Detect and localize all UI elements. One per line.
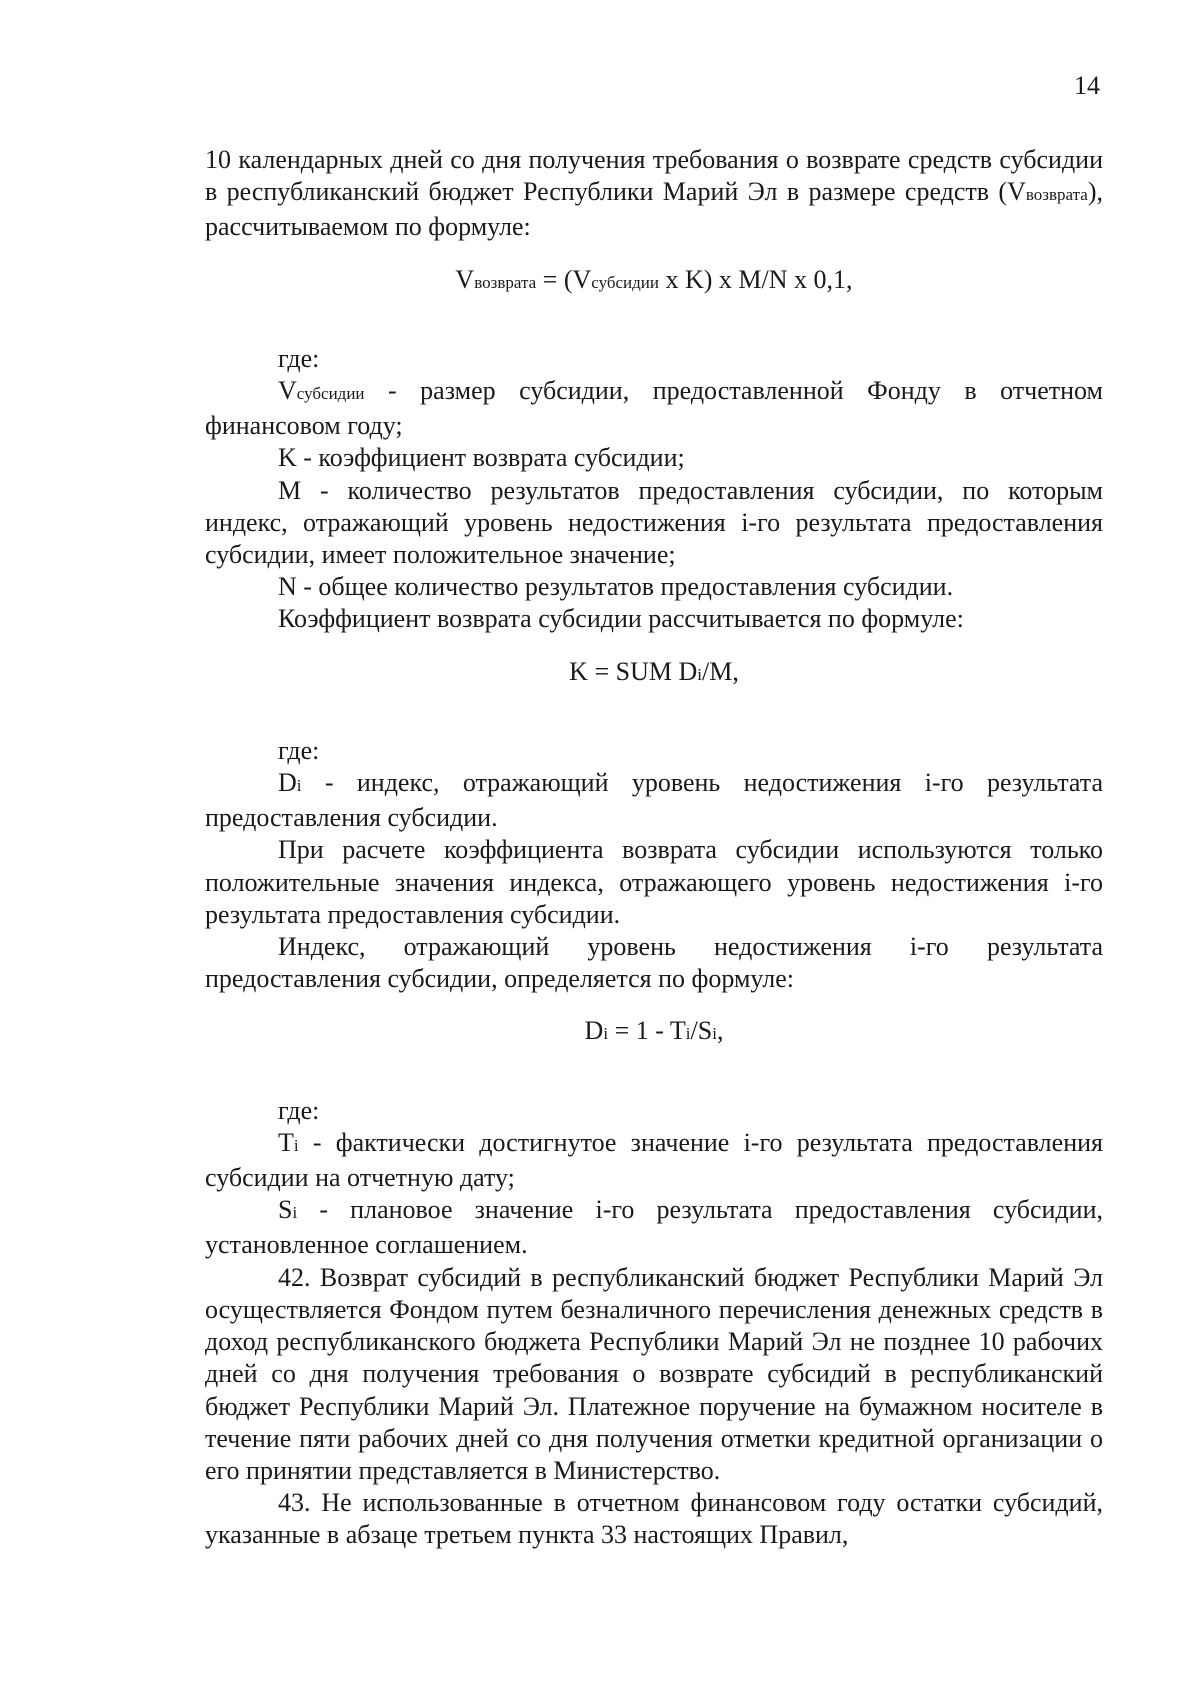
definition-m: M - количество результатов предоставления субсидии, по которым индекс, отражающий уровень недостижения i-го результата предоставления субсидии, имеет положительное значение;: [205, 475, 1103, 570]
subscript: субсидии: [296, 384, 365, 404]
page-number: 14: [1074, 71, 1100, 100]
subscript: субсидии: [591, 272, 659, 292]
paragraph-43: 43. Не использованные в отчетном финансовом году остатки субсидий, указанные в абзаце третьем пункта 33 настоящих Правил,: [205, 1488, 1103, 1550]
formula-coefficient: K = SUM Di/M,: [569, 656, 739, 686]
subscript: i: [292, 1203, 298, 1223]
where-label: где:: [278, 1095, 320, 1125]
definition-si: Si - плановое значение i-го результата предоставления субсидии, установленное соглашением.: [205, 1195, 1103, 1260]
coefficient-intro: Коэффициент возврата субсидии рассчитывается по формуле:: [278, 604, 964, 634]
paragraph-index: Индекс, отражающий уровень недостижения i-го результата предоставления субсидии, определяется по формуле:: [205, 932, 1103, 994]
where-label: где:: [278, 343, 320, 373]
definition-k: K - коэффициент возврата субсидии;: [278, 443, 685, 473]
formula-refund: Vвозврата = (Vсубсидии x K) x M/N x 0,1,: [455, 264, 853, 294]
where-label: где:: [278, 735, 320, 765]
definition-v-subsidy: Vсубсидии - размер субсидии, предоставленной Фонду в отчетном финансовом году;: [205, 376, 1103, 441]
subscript: i: [603, 1024, 609, 1044]
paragraph-calculation: При расчете коэффициента возврата субсидии используются только положительные значения индекса, отражающего уровень недостижения i-го результата предоставления субсидии.: [205, 835, 1103, 929]
subscript: возврата: [1025, 185, 1088, 205]
subscript: i: [712, 1024, 717, 1044]
definition-ti: Ti - фактически достигнутое значение i-го результата предоставления субсидии на отчетную дату;: [205, 1127, 1103, 1193]
paragraph-continuation: 10 календарных дней со дня получения требования о возврате средств субсидии в республиканский бюджет Республики Марий Эл в размере средств (Vвозврата), рассчитываемом по формуле:: [205, 145, 1103, 242]
subscript: i: [685, 1024, 691, 1044]
formula-index: Di = 1 - Ti/Si,: [584, 1016, 724, 1046]
paragraph-42: 42. Возврат субсидий в республиканский бюджет Республики Марий Эл осуществляется Фондом путем безналичного перечисления денежных средств в доход республиканского бюджета Республики Марий Эл не позднее 10 рабочих дней со дня получения требования о возврате субсидий в республиканский бюджет Республики Марий Эл. Платежное поручение на бумажном носителе в течение пяти рабочих дней со дня получения отметки кредитной организации о его принятии представляется в Министерство.: [205, 1262, 1103, 1485]
document-body: [205, 144, 1103, 1552]
subscript: i: [296, 776, 302, 796]
definition-n: N - общее количество результатов предоставления субсидии.: [278, 572, 954, 602]
subscript: i: [697, 664, 702, 684]
subscript: i: [293, 1135, 299, 1155]
subscript: возврата: [474, 272, 537, 292]
definition-di: Di - индекс, отражающий уровень недостижения i-го результата предоставления субсидии.: [205, 768, 1103, 833]
